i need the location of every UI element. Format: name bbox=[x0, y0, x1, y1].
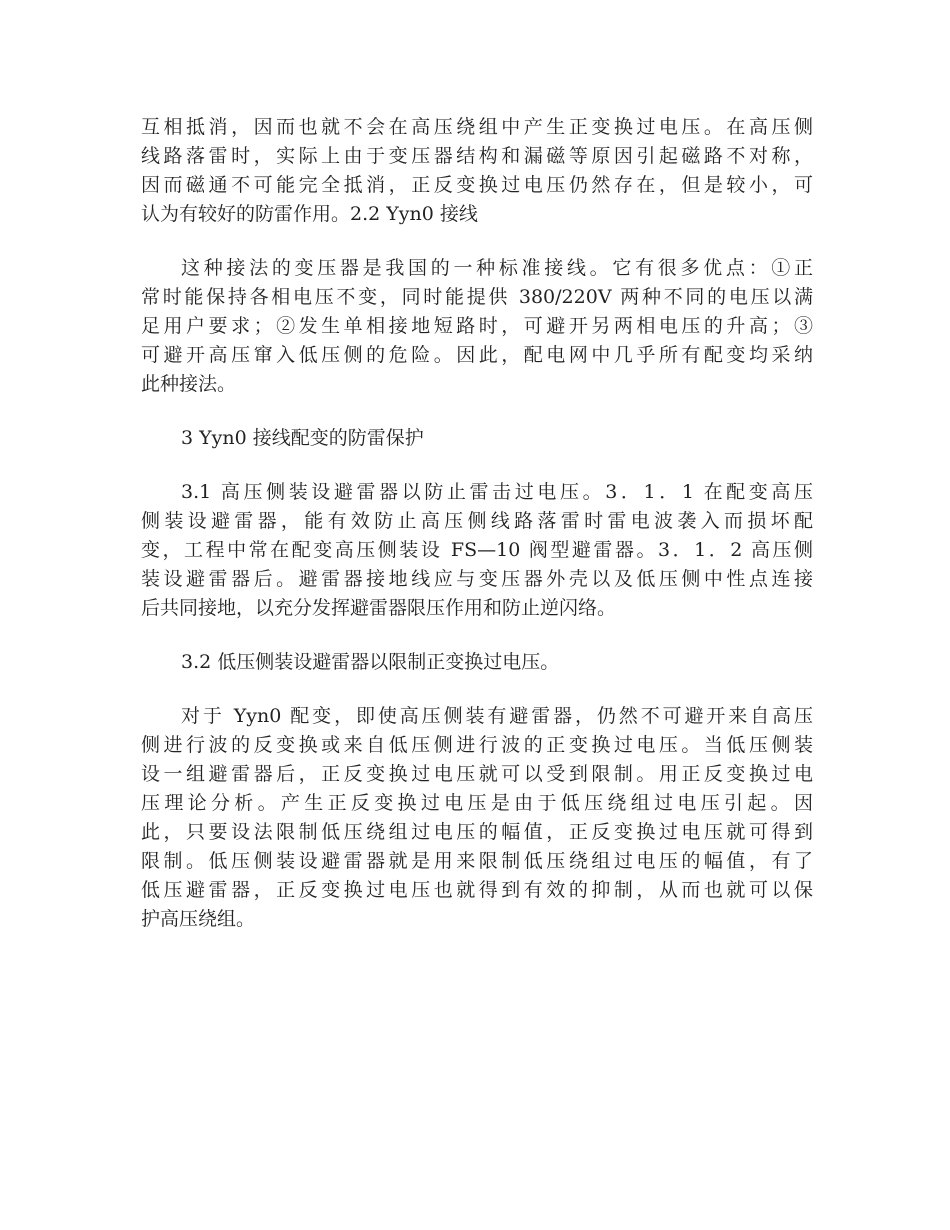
text-line: 限制。低压侧装设避雷器就是用来限制低压绕组过电压的幅值，有了 bbox=[141, 850, 813, 872]
paragraph-spacer bbox=[141, 623, 813, 648]
text-line: 足用户要求；②发生单相接地短路时，可避开另两相电压的升高；③ bbox=[141, 315, 813, 337]
text-line: 低压避雷器，正反变换过电压也就得到有效的抑制，从而也就可以保 bbox=[141, 879, 813, 901]
subsection-heading bbox=[141, 648, 813, 677]
text-line: 侧进行波的反变换或来自低压侧进行波的正变换过电压。当低压侧装 bbox=[141, 734, 813, 756]
paragraph-spacer bbox=[141, 453, 813, 478]
section-heading bbox=[141, 424, 813, 453]
body-paragraph bbox=[141, 254, 813, 399]
body-paragraph bbox=[141, 113, 813, 229]
paragraph-spacer bbox=[141, 229, 813, 254]
text-line: 常时能保持各相电压不变，同时能提供 380/220V 两种不同的电压以满 bbox=[141, 286, 813, 308]
document-page bbox=[141, 113, 813, 934]
text-line: 压理论分析。产生正反变换过电压是由于低压绕组过电压引起。因 bbox=[141, 792, 813, 814]
text-line: 线路落雷时，实际上由于变压器结构和漏磁等原因引起磁路不对称， bbox=[141, 145, 813, 167]
paragraph-spacer bbox=[141, 399, 813, 424]
text-line: 3 Yyn0 接线配变的防雷保护 bbox=[181, 427, 424, 449]
body-paragraph bbox=[141, 702, 813, 934]
text-line: 认为有较好的防雷作用。2.2 Yyn0 接线 bbox=[141, 203, 478, 225]
text-line: 因而磁通不可能完全抵消，正反变换过电压仍然存在，但是较小，可 bbox=[141, 174, 813, 196]
text-line: 侧装设避雷器，能有效防止高压侧线路落雷时雷电波袭入而损坏配 bbox=[141, 510, 813, 532]
body-paragraph bbox=[141, 478, 813, 623]
text-line: 3.1 高压侧装设避雷器以防止雷击过电压。3．1．1 在配变高压 bbox=[181, 481, 813, 503]
text-line: 此，只要设法限制低压绕组过电压的幅值，正反变换过电压就可得到 bbox=[141, 821, 813, 843]
text-line: 3.2 低压侧装设避雷器以限制正变换过电压。 bbox=[181, 651, 560, 673]
text-line: 设一组避雷器后，正反变换过电压就可以受到限制。用正反变换过电 bbox=[141, 763, 813, 785]
text-line: 后共同接地，以充分发挥避雷器限压作用和防止逆闪络。 bbox=[141, 597, 617, 619]
text-line: 对于 Yyn0 配变，即使高压侧装有避雷器，仍然不可避开来自高压 bbox=[181, 705, 813, 727]
text-line: 变，工程中常在配变高压侧装设 FS—10 阀型避雷器。3．1．2 高压侧 bbox=[141, 539, 813, 561]
text-line: 互相抵消，因而也就不会在高压绕组中产生正变换过电压。在高压侧 bbox=[141, 116, 813, 138]
text-line: 此种接法。 bbox=[141, 373, 237, 395]
text-line: 装设避雷器后。避雷器接地线应与变压器外壳以及低压侧中性点连接 bbox=[141, 568, 813, 590]
text-line: 这种接法的变压器是我国的一种标准接线。它有很多优点：①正 bbox=[181, 257, 813, 279]
text-line: 护高压绕组。 bbox=[141, 908, 256, 930]
paragraph-spacer bbox=[141, 677, 813, 702]
text-line: 可避开高压窜入低压侧的危险。因此，配电网中几乎所有配变均采纳 bbox=[141, 344, 813, 366]
